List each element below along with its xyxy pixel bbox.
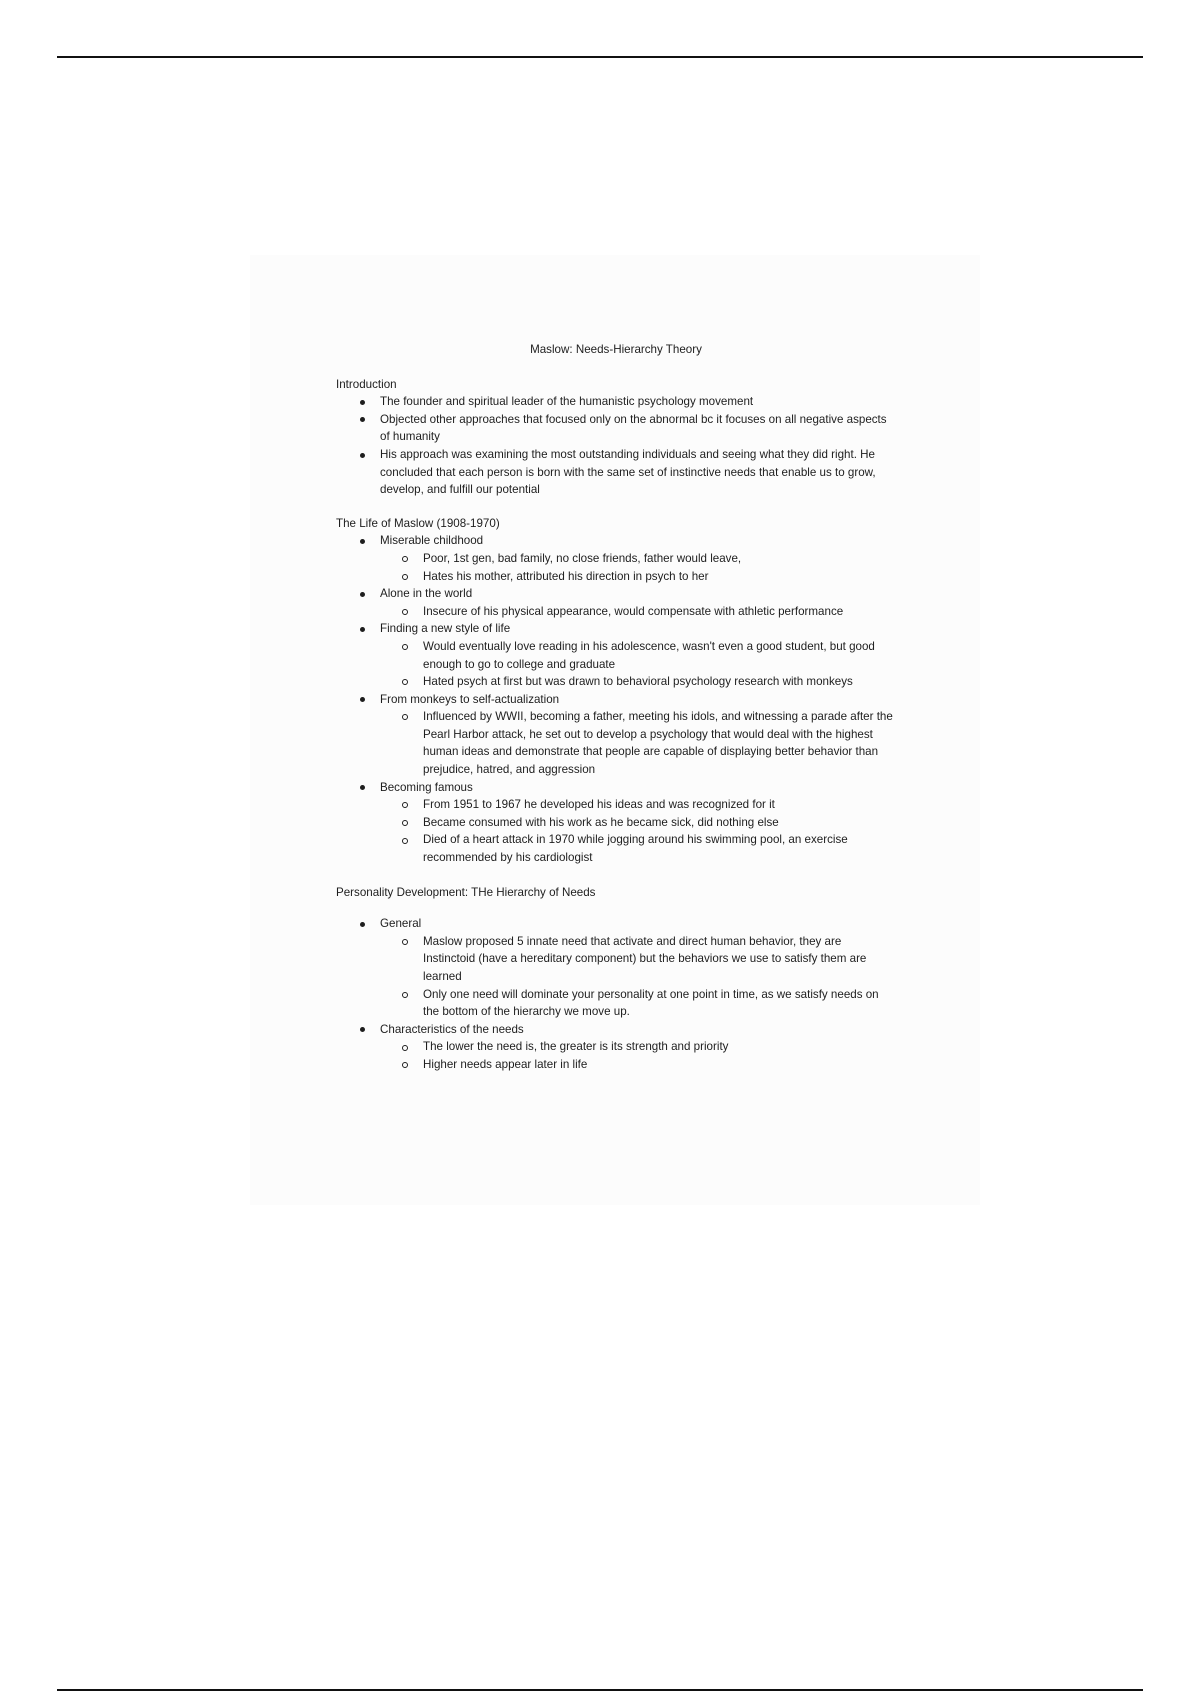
bullet-circle-icon	[402, 992, 408, 998]
sub-list-item: Poor, 1st gen, bad family, no close friends, father would leave,	[423, 550, 896, 568]
bullet-circle-icon	[402, 838, 408, 844]
sub-list	[380, 1038, 896, 1073]
sub-list	[380, 550, 896, 585]
bottom-rule	[57, 1689, 1143, 1691]
bullet-circle-icon	[402, 1062, 408, 1068]
sub-list-item: Only one need will dominate your personality at one point in time, as we satisfy needs on the bottom of the hierarchy we move up.	[423, 986, 896, 1021]
list-item: Characteristics of the needs The lower the need is, the greater is its strength and priority Higher needs appear later in life	[380, 1021, 896, 1074]
list-item: Alone in the world Insecure of his physical appearance, would compensate with athletic performance	[380, 585, 896, 620]
document-title: Maslow: Needs-Hierarchy Theory	[530, 343, 702, 356]
bullet-circle-icon	[402, 802, 408, 808]
section-heading-life-of-maslow: The Life of Maslow (1908-1970)	[336, 516, 500, 530]
top-rule	[57, 56, 1143, 58]
section-heading-hierarchy-of-needs: Personality Development: THe Hierarchy of Needs	[336, 885, 596, 899]
document-body	[336, 341, 896, 1074]
sub-list-item: Hates his mother, attributed his direction in psych to her	[423, 568, 896, 586]
bullet-dot-icon	[360, 1027, 365, 1032]
sub-list	[380, 796, 896, 866]
bullet-dot-icon	[360, 592, 365, 597]
bullet-circle-icon	[402, 714, 408, 720]
sub-list-item: Hated psych at first but was drawn to behavioral psychology research with monkeys	[423, 673, 896, 691]
list-item: Objected other approaches that focused only on the abnormal bc it focuses on all negative aspects of humanity	[380, 411, 896, 446]
bullet-dot-icon	[360, 697, 365, 702]
sub-list	[380, 708, 896, 778]
bullet-dot-icon	[360, 453, 365, 458]
bullet-circle-icon	[402, 556, 408, 562]
hierarchy-of-needs-list	[336, 915, 896, 1073]
sub-list-item: From 1951 to 1967 he developed his ideas and was recognized for it	[423, 796, 896, 814]
list-item: Miserable childhood Poor, 1st gen, bad family, no close friends, father would leave, Hates his mother, attributed his direction in psych to her	[380, 532, 896, 585]
bullet-circle-icon	[402, 1045, 408, 1051]
sub-list-item: Became consumed with his work as he became sick, did nothing else	[423, 814, 896, 832]
list-item: His approach was examining the most outstanding individuals and seeing what they did right. He concluded that each person is born with the same set of instinctive needs that enable us to grow, develop, and fulfill our potential	[380, 446, 896, 499]
sub-list-item: The lower the need is, the greater is its strength and priority	[423, 1038, 896, 1056]
section-heading-introduction: Introduction	[336, 377, 397, 391]
sub-list	[380, 603, 896, 621]
list-item: The founder and spiritual leader of the humanistic psychology movement	[380, 393, 896, 411]
bullet-dot-icon	[360, 417, 365, 422]
bullet-dot-icon	[360, 922, 365, 927]
bullet-circle-icon	[402, 939, 408, 945]
bullet-circle-icon	[402, 574, 408, 580]
list-item: General Maslow proposed 5 innate need that activate and direct human behavior, they are Instinctoid (have a hereditary component) but the behaviors we use to satisfy them are learned Only one need will dominate your personality at one point in time, as we satisfy needs on the bottom of the hierarchy we move up.	[380, 915, 896, 1021]
sub-list-item: Would eventually love reading in his adolescence, wasn't even a good student, but good enough to go to college and graduate	[423, 638, 896, 673]
bullet-dot-icon	[360, 400, 365, 405]
bullet-circle-icon	[402, 679, 408, 685]
sub-list-item: Maslow proposed 5 innate need that activate and direct human behavior, they are Instinctoid (have a hereditary component) but the behaviors we use to satisfy them are learned	[423, 933, 896, 986]
sub-list	[380, 933, 896, 1021]
life-of-maslow-list	[336, 532, 896, 866]
sub-list-item: Died of a heart attack in 1970 while jogging around his swimming pool, an exercise recommended by his cardiologist	[423, 831, 896, 866]
sub-list-item: Influenced by WWII, becoming a father, meeting his idols, and witnessing a parade after the Pearl Harbor attack, he set out to develop a psychology that would deal with the highest human ideas and demonstrate that people are capable of displaying better behavior than prejudice, hatred, and aggression	[423, 708, 896, 778]
bullet-dot-icon	[360, 627, 365, 632]
list-item: Finding a new style of life Would eventually love reading in his adolescence, wasn't even a good student, but good enough to go to college and graduate Hated psych at first but was drawn to behavioral psychology research with monkeys	[380, 620, 896, 690]
sub-list-item: Insecure of his physical appearance, would compensate with athletic performance	[423, 603, 896, 621]
introduction-list	[336, 393, 896, 499]
list-item: Becoming famous From 1951 to 1967 he developed his ideas and was recognized for it Became consumed with his work as he became sick, did nothing else Died of a heart attack in 1970 while jogging around his swimming pool, an exercise recommended by his cardiologist	[380, 779, 896, 867]
bullet-dot-icon	[360, 539, 365, 544]
bullet-dot-icon	[360, 785, 365, 790]
bullet-circle-icon	[402, 644, 408, 650]
bullet-circle-icon	[402, 820, 408, 826]
sub-list	[380, 638, 896, 691]
list-item: From monkeys to self-actualization Influenced by WWII, becoming a father, meeting his idols, and witnessing a parade after the Pearl Harbor attack, he set out to develop a psychology that would deal with the highest human ideas and demonstrate that people are capable of displaying better behavior than prejudice, hatred, and aggression	[380, 691, 896, 779]
sub-list-item: Higher needs appear later in life	[423, 1056, 896, 1074]
bullet-circle-icon	[402, 609, 408, 615]
